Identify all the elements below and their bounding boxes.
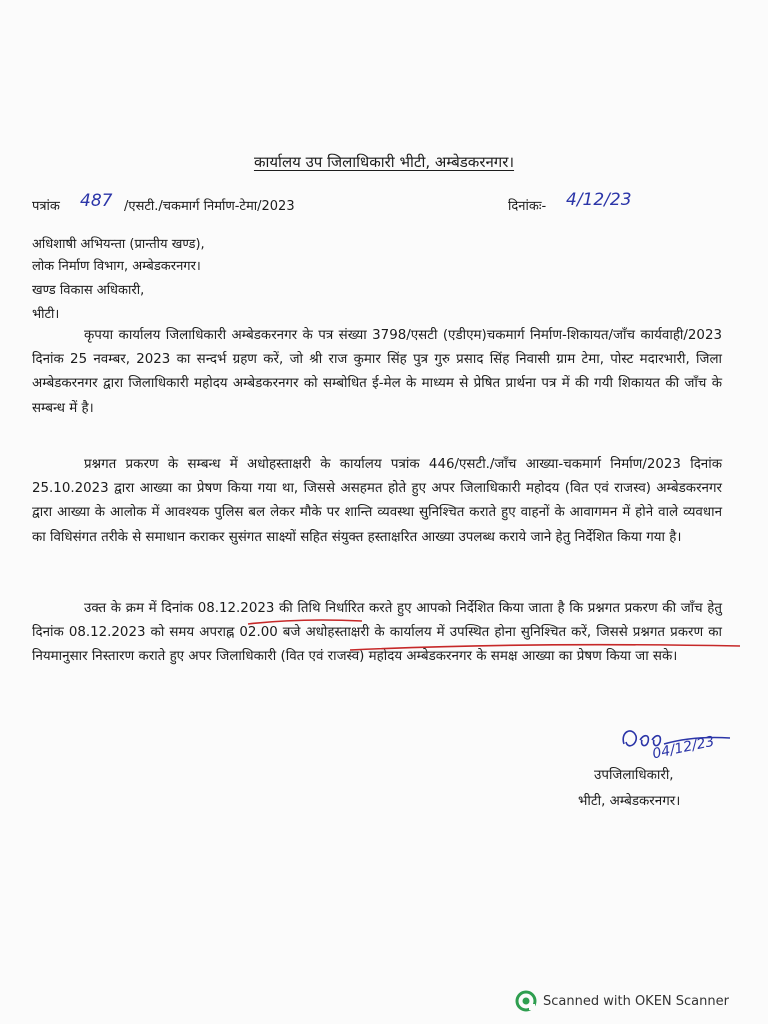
reference-label: पत्रांक	[32, 199, 60, 214]
handwritten-date: 4/12/23	[566, 190, 632, 210]
handwritten-letter-number: 487	[80, 191, 113, 211]
date-label: दिनांकः-	[508, 199, 547, 214]
addressee-line: लोक निर्माण विभाग, अम्बेडकरनगर।	[32, 259, 201, 274]
scanner-text: Scanned with OKEN Scanner	[543, 993, 729, 1009]
scanner-watermark	[515, 990, 729, 1012]
office-title: कार्यालय उप जिलाधिकारी भीटी, अम्बेडकरनगर।	[253, 153, 515, 171]
paragraph-text: उक्त के क्रम में दिनांक 08.12.2023 की तिथि निर्धारित करते हुए आपको निर्देशित किया जाता है कि प्रश्नगत प्रकरण की जाँच हेतु दिनांक 08.12.2023 को समय अपराह्न 02.00 बजे अधोहस्ताक्षरी के कार्यालय में उपस्थित होना सुनिश्चित करें, जिससे प्रश्नगत प्रकरण का नियमानुसार निस्तारण कराते हुए अपर जिलाधिकारी (वित एवं राजस्व) महोदय अम्बेडकरनगर के समक्ष आख्या का प्रेषण किया जा सके।	[32, 601, 722, 665]
oken-scanner-logo-icon	[515, 990, 537, 1012]
addressee-line: भीटी।	[32, 307, 60, 322]
signature-date: 04/12/23	[651, 733, 716, 763]
paragraph-text: प्रश्नगत प्रकरण के सम्बन्ध में अधोहस्ताक्षरी के कार्यालय पत्रांक 446/एसटी./जाँच आख्या-चकमार्ग निर्माण/2023 दिनांक 25.10.2023 द्वारा आख्या का प्रेषण किया गया था, जिससे असहमत होते हुए अपर जिलाधिकारी महोदय (वित एवं राजस्व) अम्बेडकरनगर द्वारा आख्या के आलोक में आवश्यक पुलिस बल लेकर मौके पर शान्ति व्यवस्था सुनिश्चित कराते हुए वाहनों के आवागमन में होने वाले व्यवधान का विधिसंगत तरीके से समाधान कराकर सुसंगत साक्ष्यों सहित संयुक्त हस्ताक्षरित आख्या उपलब्ध कराये जाने हेतु निर्देशित किया गया है।	[32, 457, 722, 545]
paragraph-text: कृपया कार्यालय जिलाधिकारी अम्बेडकरनगर के पत्र संख्या 3798/एसटी (एडीएम)चकमार्ग निर्माण-शिकायत/जाँच कार्यवाही/2023 दिनांक 25 नवम्बर, 2023 का सन्दर्भ ग्रहण करें, जो श्री राज कुमार सिंह पुत्र गुरु प्रसाद सिंह निवासी ग्राम टेमा, पोस्ट मदारभारी, जिला अम्बेडकरनगर द्वारा जिलाधिकारी महोदय अम्बेडकरनगर को सम्बोधित ई-मेल के माध्यम से प्रेषित प्रार्थना पत्र में की गयी शिकायत की जाँच के सम्बन्ध में है।	[32, 328, 722, 416]
signatory-place: भीटी, अम्बेडकरनगर।	[578, 794, 681, 809]
reference-file-number: /एसटी./चकमार्ग निर्माण-टेमा/2023	[124, 199, 295, 214]
signatory-designation: उपजिलाधिकारी,	[594, 768, 674, 783]
addressee-line: खण्ड विकास अधिकारी,	[32, 283, 145, 298]
addressee-line: अधिशाषी अभियन्ता (प्रान्तीय खण्ड),	[32, 237, 205, 252]
